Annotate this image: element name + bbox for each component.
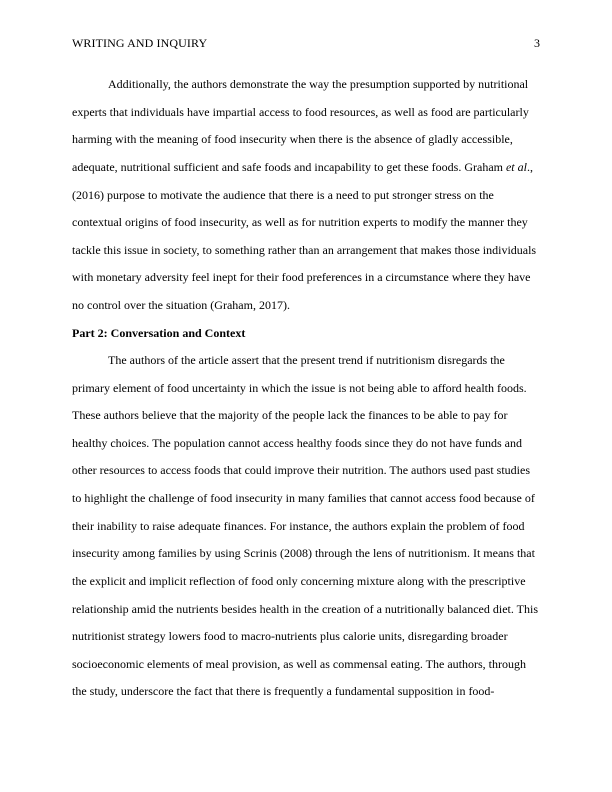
paragraph-1-line-5: (2016) purpose to motivate the audience that there is a need to put stronger stress on the xyxy=(72,188,494,202)
paragraph-2-line-4: healthy choices. The population cannot access healthy foods since they do not have funds and xyxy=(72,436,522,450)
section-heading: Part 2: Conversation and Context xyxy=(72,326,246,340)
paragraph-2-line-3: These authors believe that the majority of the people lack the finances to be able to pay for xyxy=(72,408,508,422)
paragraph-1-line-9: no control over the situation (Graham, 2017). xyxy=(72,298,290,312)
paragraph-1-line-8: with monetary adversity feel inept for their food preferences in a circumstance where they have xyxy=(72,270,531,284)
paragraph-1-line-4 xyxy=(72,160,533,174)
paragraph-2-line-11: nutritionist strategy lowers food to macro-nutrients plus calorie units, disregarding broader xyxy=(72,629,508,643)
paragraph-1-line-4-text: adequate, nutritional sufficient and safe foods and incapability to get these foods. Graham xyxy=(72,160,506,174)
paragraph-2-line-10: relationship amid the nutrients besides health in the creation of a nutritionally balanced diet. This xyxy=(72,602,538,616)
paragraph-2-line-13: the study, underscore the fact that there is frequently a fundamental supposition in food- xyxy=(72,684,495,698)
paragraph-2-line-6: to highlight the challenge of food insecurity in many families that cannot access food because of xyxy=(72,491,535,505)
paragraph-1-line-6: contextual origins of food insecurity, as well as for nutrition experts to modify the manner they xyxy=(72,215,528,229)
paragraph-1-line-4-end: ., xyxy=(526,160,533,174)
paragraph-1-line-3: harming with the meaning of food insecurity when there is the absence of gladly accessible, xyxy=(72,132,513,146)
page-number: 3 xyxy=(534,36,540,50)
paragraph-2-line-5: other resources to access foods that could improve their nutrition. The authors used past studies xyxy=(72,463,531,477)
running-head: WRITING AND INQUIRY xyxy=(72,36,208,50)
paragraph-2-line-1: The authors of the article assert that the present trend if nutritionism disregards the xyxy=(108,353,505,367)
et-al-italic: et al xyxy=(505,160,527,174)
paragraph-2-line-12: socioeconomic elements of meal provision, as well as commensal eating. The authors, through xyxy=(72,657,526,671)
paragraph-2-line-2: primary element of food uncertainty in which the issue is not being able to afford health foods. xyxy=(72,381,527,395)
paragraph-1-line-7: tackle this issue in society, to something rather than an arrangement that makes those individuals xyxy=(72,243,537,257)
paragraph-1-line-2: experts that individuals have impartial access to food resources, as well as food are particularly xyxy=(72,105,529,119)
paragraph-1-line-1: Additionally, the authors demonstrate the way the presumption supported by nutritional xyxy=(108,77,529,91)
paragraph-2-line-8: insecurity among families by using Scrinis (2008) through the lens of nutritionism. It means that xyxy=(72,546,535,560)
paragraph-2-line-7: their inability to raise adequate finances. For instance, the authors explain the problem of food xyxy=(72,519,525,533)
paragraph-2-line-9: the explicit and implicit reflection of food only concerning mixture along with the prescriptive xyxy=(72,574,526,588)
